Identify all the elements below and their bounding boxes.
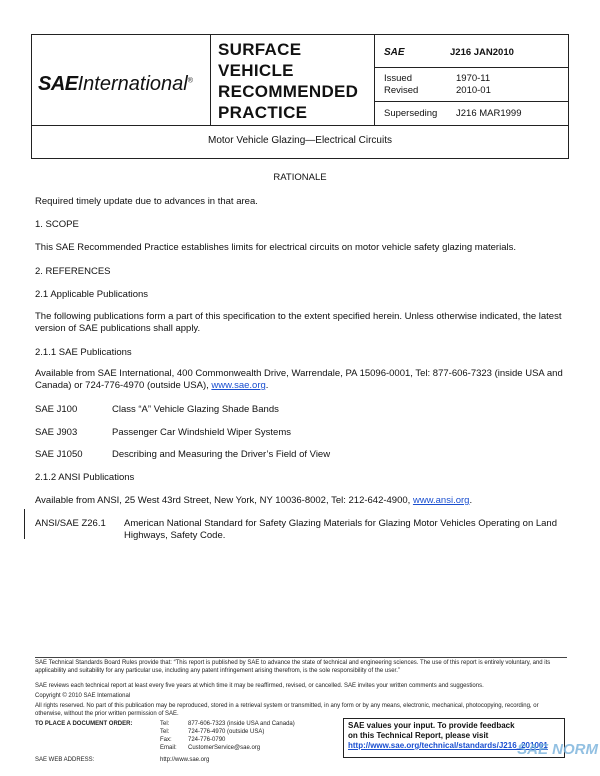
sae-web-value[interactable]: http://www.sae.org: [160, 757, 210, 763]
sae-web-label: SAE WEB ADDRESS:: [35, 757, 95, 763]
revised-value: 2010-01: [456, 85, 491, 96]
email-value[interactable]: CustomerService@sae.org: [188, 745, 261, 751]
report-type-line: RECOMMENDED: [218, 82, 359, 101]
doc-number: J216 JAN2010: [450, 47, 514, 58]
report-type: [218, 39, 358, 123]
sae-publications-body: Available from SAE International, 400 Commonwealth Drive, Warrendale, PA 15096-0001, Tel: 877-606-7323 (inside USA and Canada) or 724-776-4970 (outside USA),: [35, 368, 563, 391]
header-divider: [374, 35, 375, 125]
sae-website-link[interactable]: www.sae.org: [211, 380, 266, 391]
ansi-website-link[interactable]: www.ansi.org: [412, 495, 470, 506]
fax-label: Fax:: [160, 737, 172, 743]
doc-sae-mark: SAE: [384, 47, 405, 58]
report-type-line: SURFACE: [218, 40, 302, 59]
ansi-publications-body: Available from ANSI, 25 West 43rd Street, New York, NY 10036-8002, Tel: 212-642-4900,: [35, 495, 413, 506]
fax-value: 724-776-0790: [188, 737, 226, 743]
reference-code: SAE J1050: [35, 449, 83, 460]
document-title: Motor Vehicle Glazing—Electrical Circuits: [31, 124, 569, 159]
sae-publications-text: Available from SAE International, 400 Commonwealth Drive, Warrendale, PA 15096-0001, Tel: 877-606-7323 (inside USA and Canada) or 724-776-4970 (outside USA), www.sae.org.: [35, 368, 563, 391]
logo-international-text: International: [77, 73, 188, 95]
scope-text: This SAE Recommended Practice establishes limits for electrical circuits on motor vehicle safety glazing materials.: [35, 242, 516, 253]
superseding-label: Superseding: [384, 108, 438, 119]
tel-label: Tel:: [160, 721, 170, 727]
sae-international-logo: SAEInternational®: [38, 73, 193, 95]
sae-publications-heading: 2.1.1 SAE Publications: [35, 347, 132, 358]
email-label: Email:: [160, 745, 177, 751]
tel-label: Tel:: [160, 729, 170, 735]
logo-sae-text: SAE: [38, 73, 78, 95]
header-divider: [374, 101, 568, 102]
rights-text: All rights reserved. No part of this publication may be reproduced, stored in a retrieval system or transmitted, in any form or by any means, electronic, mechanical, photocopying, recording, or otherwise, without the prior written permission of SAE.: [35, 703, 539, 717]
feedback-link[interactable]: http://www.sae.org/technical/standards/J216_201001: [348, 741, 548, 750]
copyright-text: Copyright © 2010 SAE International: [35, 693, 131, 699]
reference-description: Class “A” Vehicle Glazing Shade Bands: [112, 404, 279, 415]
ansi-reference-description: American National Standard for Safety Glazing Materials for Glazing Motor Vehicles Operating on Land Highways, Safety Code.: [124, 518, 558, 541]
reference-code: SAE J100: [35, 404, 78, 415]
revised-label: Revised: [384, 85, 419, 96]
ansi-reference-code: ANSI/SAE Z26.1: [35, 518, 106, 529]
applicable-publications-heading: 2.1 Applicable Publications: [35, 289, 149, 300]
order-label: TO PLACE A DOCUMENT ORDER:: [35, 721, 133, 727]
reference-description: Describing and Measuring the Driver’s Field of View: [112, 449, 331, 460]
board-rules-text: SAE Technical Standards Board Rules provide that: “This report is published by SAE to advance the state of technical and engineering sciences. The use of this report is entirely voluntary, and its applicability and suitability for any particular use, including any patent infringement arising therefrom, is the sole responsibility of the user.”: [35, 660, 551, 674]
ansi-publications-heading: 2.1.2 ANSI Publications: [35, 472, 135, 483]
rationale-text: Required timely update due to advances in that area.: [35, 196, 258, 207]
reference-description: Passenger Car Windshield Wiper Systems: [112, 427, 291, 438]
reference-code: SAE J903: [35, 427, 78, 438]
review-text: SAE reviews each technical report at least every five years at which time it may be reaffirmed, revised, or cancelled. SAE invites your written comments and suggestions.: [35, 683, 484, 689]
issued-label: Issued: [384, 73, 412, 84]
footer-rule: [35, 657, 567, 658]
tel-value: 877-606-7323 (inside USA and Canada): [188, 721, 295, 727]
tel-value: 724-776-4970 (outside USA): [188, 729, 265, 735]
sae-norm-stamp: SAE NORM: [517, 741, 598, 758]
header-divider: [210, 35, 211, 125]
document-header: [31, 34, 569, 126]
report-type-line: VEHICLE: [218, 61, 294, 80]
applicable-publications-text: The following publications form a part of this specification to the extent specified herein. Unless otherwise indicated, the latest version of SAE publications shall apply.: [35, 311, 562, 334]
ansi-publications-text: Available from ANSI, 25 West 43rd Street, New York, NY 10036-8002, Tel: 212-642-4900, www.ansi.org.: [35, 495, 473, 506]
feedback-line: SAE values your input. To provide feedback: [348, 721, 515, 730]
issued-value: 1970-11: [456, 73, 491, 84]
references-heading: 2. REFERENCES: [35, 266, 111, 277]
change-bar: [24, 509, 25, 539]
scope-heading: 1. SCOPE: [35, 219, 79, 230]
header-divider: [374, 67, 568, 68]
superseding-value: J216 MAR1999: [456, 108, 522, 119]
rationale-heading: RATIONALE: [273, 172, 327, 183]
feedback-line: on this Technical Report, please visit: [348, 731, 489, 740]
report-type-line: PRACTICE: [218, 103, 308, 122]
